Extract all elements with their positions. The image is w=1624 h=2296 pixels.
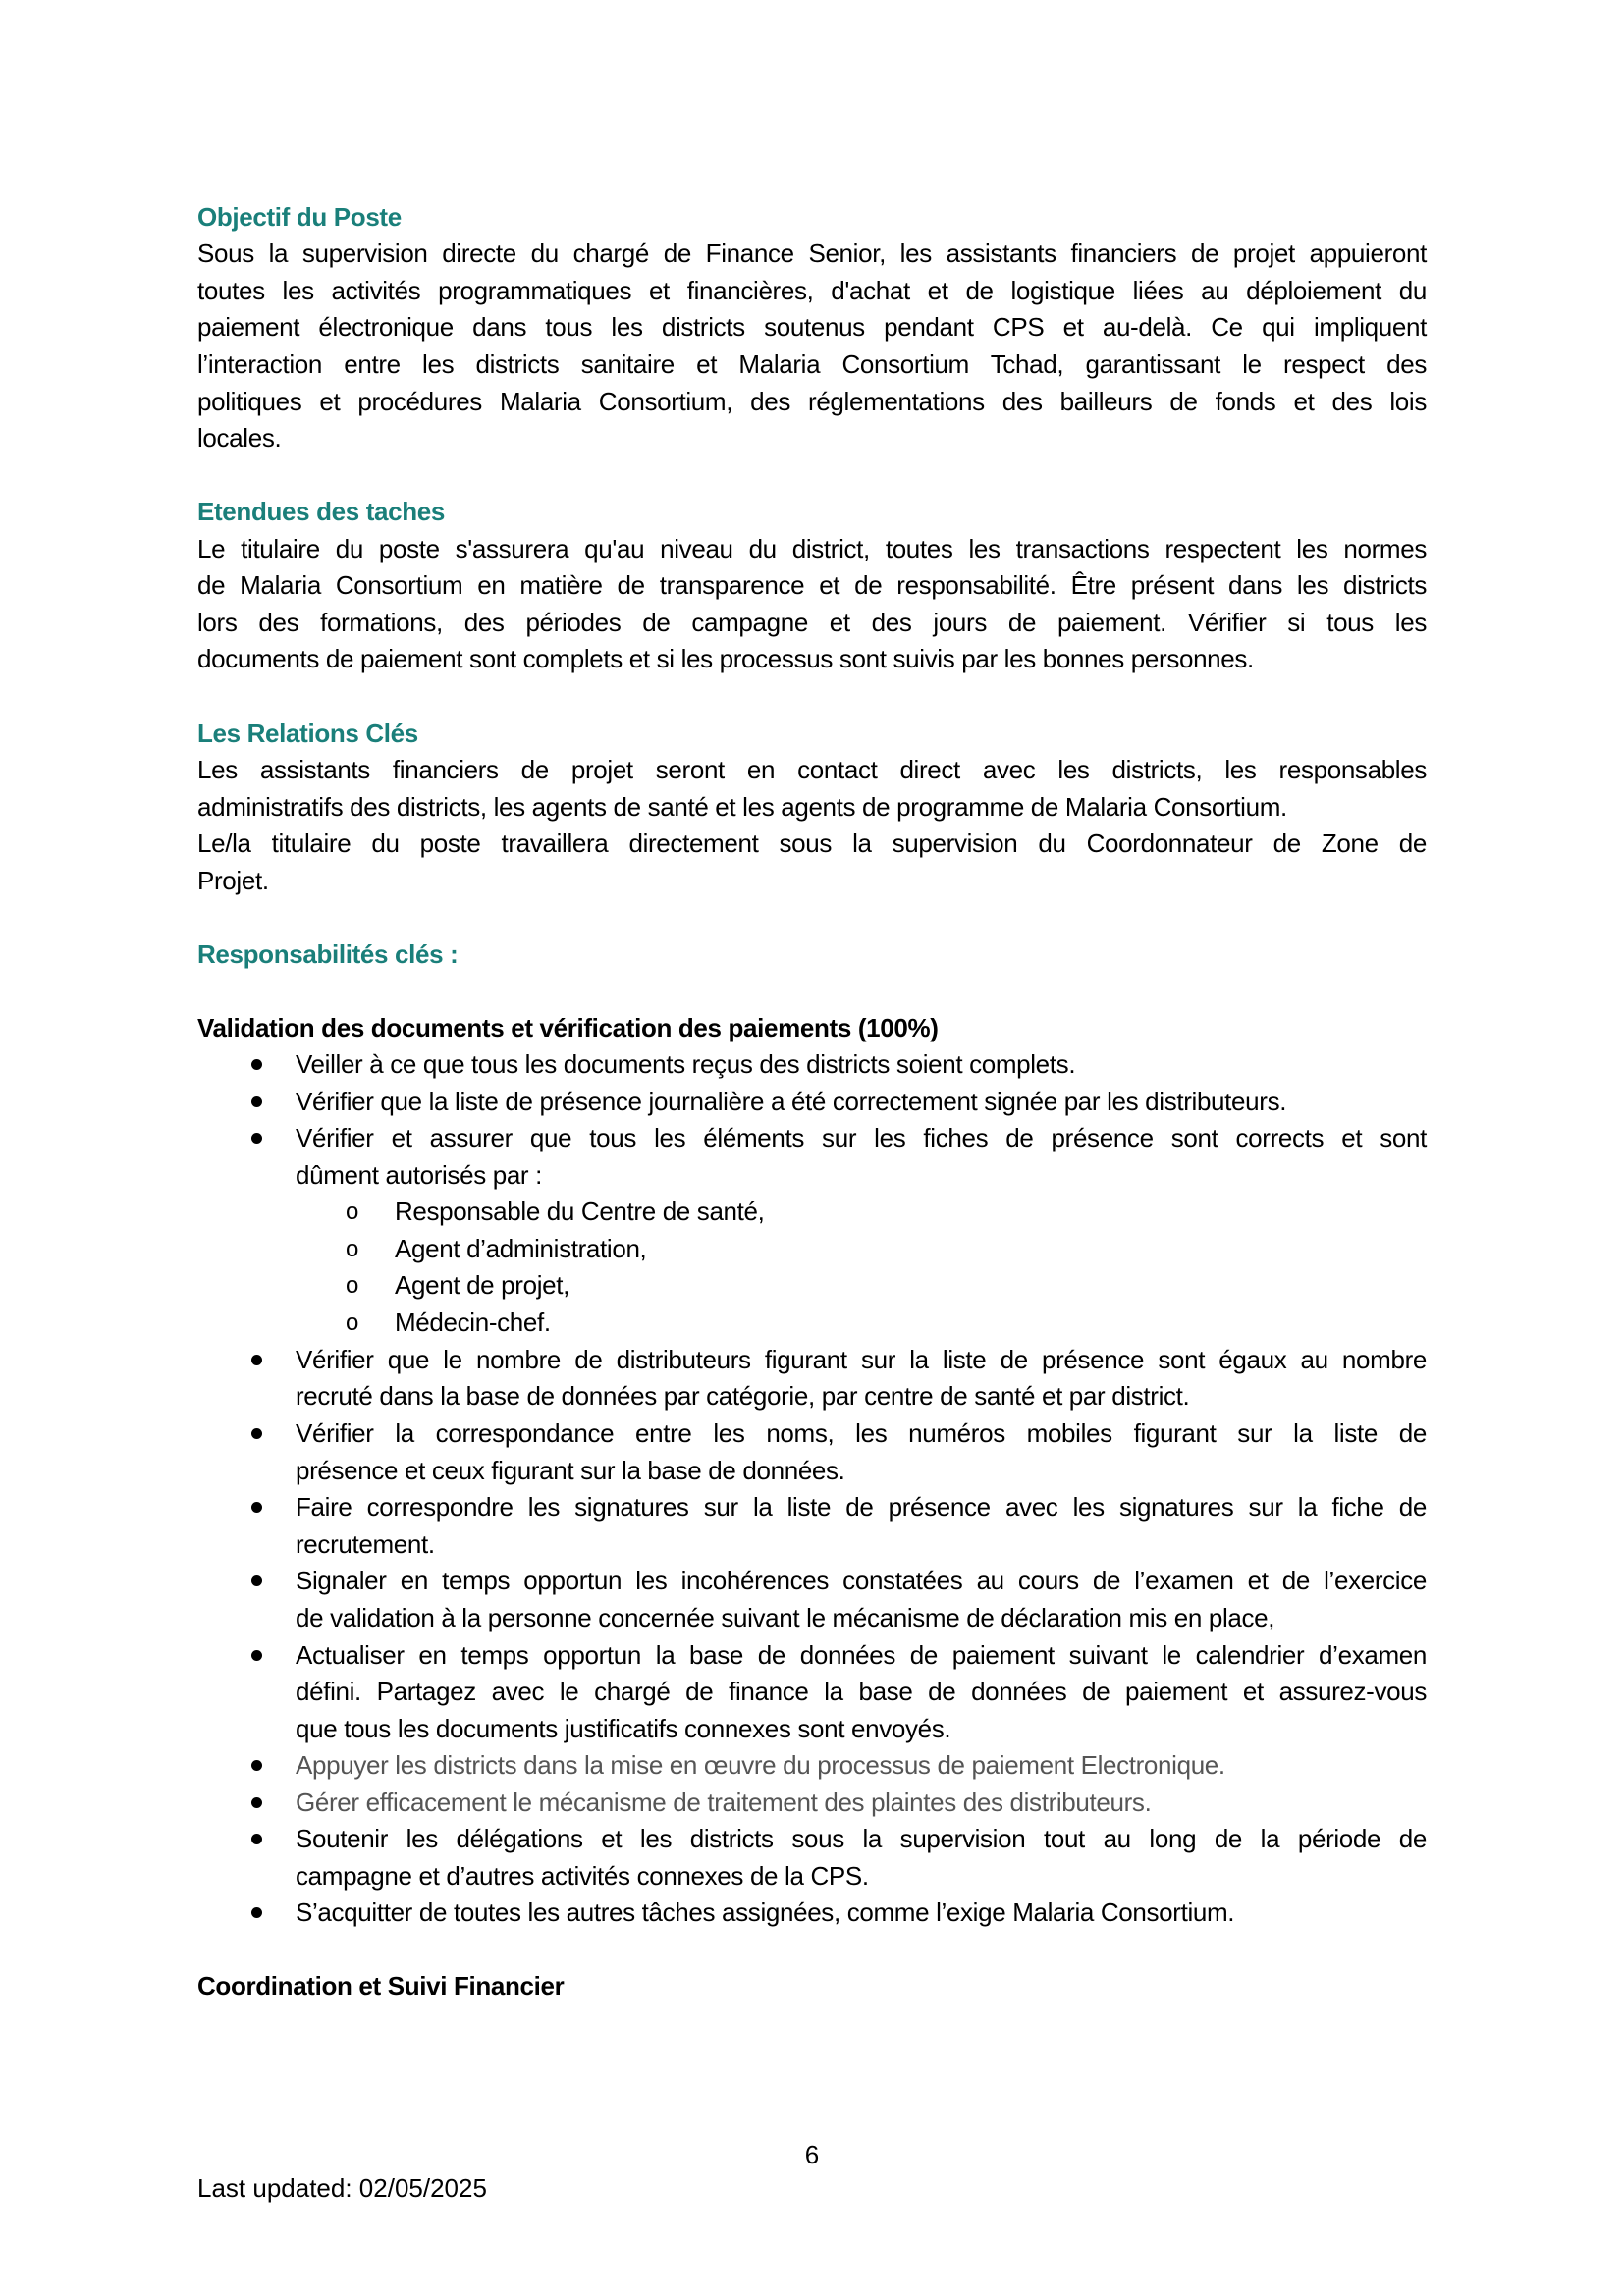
bullet-item-continued: que tous les documents justificatifs connexes sont envoyés. [296, 1714, 951, 1743]
sub-bullet-item: Agent d’administration, [395, 1234, 647, 1263]
bullet-item-continued: dûment autorisés par : [296, 1160, 542, 1190]
bullet-item-continued: présence et ceux figurant sur la base de données. [296, 1456, 845, 1485]
bullet-item: Appuyer les districts dans la mise en œuvre du processus de paiement Electronique. [296, 1750, 1225, 1780]
paragraph-line: locales. [197, 423, 282, 453]
bullet-item: Vérifier et assurer que tous les éléments sur les fiches de présence sont corrects et sont [296, 1123, 1427, 1152]
paragraph-line: paiement électronique dans tous les districts soutenus pendant CPS et au-delà. Ce qui impliquent [197, 312, 1427, 342]
bullet-icon [251, 1575, 262, 1586]
bullet-item-continued: recruté dans la base de données par catégorie, par centre de santé et par district. [296, 1381, 1190, 1411]
bullet-item: S’acquitter de toutes les autres tâches assignées, comme l’exige Malaria Consortium. [296, 1897, 1235, 1927]
bullet-icon [251, 1428, 262, 1439]
bullet-item: Signaler en temps opportun les incohérences constatées au cours de l’examen et de l’exercice [296, 1566, 1427, 1595]
paragraph-line: Sous la supervision directe du chargé de Finance Senior, les assistants financiers de projet appuieront [197, 239, 1427, 268]
circle-bullet-icon: o [346, 1309, 359, 1336]
bullet-item-continued: campagne et d’autres activités connexes de la CPS. [296, 1861, 869, 1891]
bullet-icon [251, 1650, 262, 1661]
circle-bullet-icon: o [346, 1272, 359, 1299]
bullet-icon [251, 1133, 262, 1144]
bullet-item: Vérifier que la liste de présence journalière a été correctement signée par les distributeurs. [296, 1087, 1287, 1116]
bullet-item-continued: défini. Partagez avec le chargé de finance la base de données de paiement et assurez-vous [296, 1677, 1427, 1706]
bullet-item: Veiller à ce que tous les documents reçus des districts soient complets. [296, 1049, 1076, 1079]
circle-bullet-icon: o [346, 1199, 359, 1225]
paragraph-line: Le titulaire du poste s'assurera qu'au niveau du district, toutes les transactions respectent les normes [197, 534, 1427, 563]
section-heading-relations: Les Relations Clés [197, 719, 418, 748]
bullet-item-continued: de validation à la personne concernée suivant le mécanisme de déclaration mis en place, [296, 1603, 1275, 1632]
bullet-icon [251, 1502, 262, 1513]
sub-bullet-item: Agent de projet, [395, 1270, 569, 1300]
paragraph-line: politiques et procédures Malaria Consortium, des réglementations des bailleurs de fonds et des lois [197, 387, 1427, 416]
bullet-icon [251, 1834, 262, 1844]
subsection-heading-validation: Validation des documents et vérification des paiements (100%) [197, 1013, 939, 1042]
sub-bullet-item: Médecin-chef. [395, 1308, 551, 1337]
bullet-item: Vérifier la correspondance entre les noms, les numéros mobiles figurant sur la liste de [296, 1418, 1427, 1448]
bullet-item: Faire correspondre les signatures sur la liste de présence avec les signatures sur la fiche de [296, 1492, 1427, 1522]
bullet-icon [251, 1355, 262, 1365]
bullet-icon [251, 1797, 262, 1808]
bullet-icon [251, 1096, 262, 1107]
bullet-item: Soutenir les délégations et les districts sous la supervision tout au long de la période de [296, 1824, 1427, 1853]
section-heading-objectif: Objectif du Poste [197, 202, 402, 232]
sub-bullet-item: Responsable du Centre de santé, [395, 1197, 765, 1226]
paragraph-line: documents de paiement sont complets et si les processus sont suivis par les bonnes personnes. [197, 644, 1254, 673]
bullet-item: Gérer efficacement le mécanisme de traitement des plaintes des distributeurs. [296, 1788, 1152, 1817]
bullet-item: Actualiser en temps opportun la base de données de paiement suivant le calendrier d’examen [296, 1640, 1427, 1670]
bullet-icon [251, 1760, 262, 1771]
bullet-item: Vérifier que le nombre de distributeurs figurant sur la liste de présence sont égaux au nombre [296, 1345, 1427, 1374]
paragraph-line: Projet. [197, 866, 269, 895]
section-heading-responsabilites: Responsabilités clés : [197, 939, 459, 969]
last-updated-footer: Last updated: 02/05/2025 [197, 2173, 487, 2203]
paragraph-line: Le/la titulaire du poste travaillera directement sous la supervision du Coordonnateur de Zone de [197, 828, 1427, 858]
paragraph-line: Les assistants financiers de projet seront en contact direct avec les districts, les responsables [197, 755, 1427, 784]
paragraph-line: toutes les activités programmatiques et financières, d'achat et de logistique liées au déploiement du [197, 276, 1427, 305]
paragraph-line: administratifs des districts, les agents de santé et les agents de programme de Malaria Consortium. [197, 792, 1287, 822]
circle-bullet-icon: o [346, 1236, 359, 1262]
paragraph-line: de Malaria Consortium en matière de transparence et de responsabilité. Être présent dans les districts [197, 570, 1427, 600]
section-heading-etendues: Etendues des taches [197, 497, 446, 526]
paragraph-line: l’interaction entre les districts sanitaire et Malaria Consortium Tchad, garantissant le respect des [197, 349, 1427, 379]
subsection-heading-coordination: Coordination et Suivi Financier [197, 1971, 565, 2001]
bullet-item-continued: recrutement. [296, 1529, 435, 1559]
bullet-icon [251, 1059, 262, 1070]
bullet-icon [251, 1907, 262, 1918]
page-number: 6 [804, 2140, 820, 2169]
paragraph-line: lors des formations, des périodes de campagne et des jours de paiement. Vérifier si tous les [197, 608, 1427, 637]
